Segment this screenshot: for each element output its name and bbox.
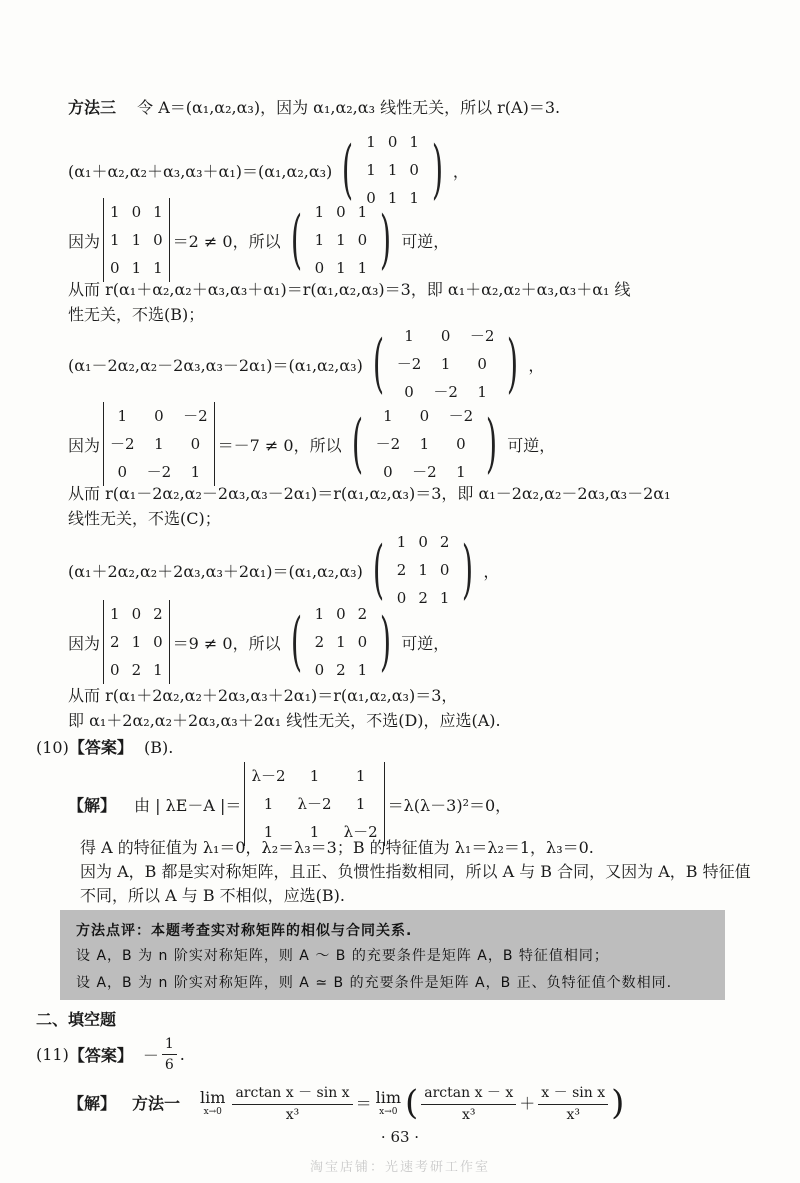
matrix-cell: 1 [190,463,201,481]
equation-2 [68,322,544,406]
matrix-cell: －2 [183,407,208,425]
matrix-cell: －2 [433,383,458,401]
matrix-cell: 1 [314,231,325,249]
matrix-cell: 0 [336,203,346,221]
matrix-cell: 0 [336,605,346,623]
method3-line [68,100,560,116]
q11-answer-fraction [162,1036,177,1073]
det-1-post: 可逆， [401,231,450,251]
limit-2 [376,1088,401,1117]
matrix-row [309,600,374,628]
matrix-row [360,128,425,156]
matrix-row [391,322,501,350]
fraction-1-denominator: x³ [285,1107,300,1123]
matrix-cell: 2 [418,589,428,607]
matrix-cell: 1 [110,231,120,249]
fraction-1-numerator: arctan x － sin x [232,1082,352,1105]
matrix-cell: 0 [357,231,368,249]
matrix-row [104,430,215,458]
page-number: · 63 · [380,1128,420,1146]
det-2-post: 可逆， [507,435,556,455]
note-line2: 设 A，B 为 n 阶实对称矩阵，则 A ～ B 的充要条件是矩阵 A，B 特征值相同； [76,948,609,964]
conclusion-3-line1: 从而 r(α₁＋2α₂,α₂＋2α₃,α₃＋2α₁)＝r(α₁,α₂,α₃)＝3， [68,686,458,705]
matrix-cell: 1 [366,133,376,151]
matrix-row [245,790,384,818]
matrix-cell: 0 [383,463,393,481]
matrix-cell: 1 [409,133,419,151]
matrix-cell: 1 [355,795,366,813]
matrix-row [309,254,374,282]
matrix-cell: 0 [409,161,419,179]
matrix-cell: 0 [153,633,163,651]
q10-solution [68,762,511,846]
det-1-pre: 因为 [68,231,101,251]
matrix-row [309,226,374,254]
matrix-cell: 1 [153,259,163,277]
matrix-cell: 1 [409,189,419,207]
equation-1-tail: ， [452,161,469,181]
matrix-row [104,198,170,226]
matrix-cell: 1 [154,435,164,453]
matrix-3: ( 1 0 2 2 1 0 0 2 1 ) [366,528,481,612]
matrix-cell: 1 [477,383,487,401]
det-3-matrix [103,600,170,684]
matrix-row [104,656,170,684]
q10-solution-label: 【解】 [68,795,117,815]
q11-answer-line [36,1036,185,1073]
matrix-cell: 2 [336,661,346,679]
matrix-cell: 2 [131,661,142,679]
q11-solution [68,1082,624,1123]
matrix-cell: 1 [440,355,451,373]
matrix-row [360,156,425,184]
matrix-2: ( 1 0 －2 －2 1 0 0 －2 1 ) [366,322,526,406]
det-3-pre: 因为 [68,633,101,653]
det-3-mid: ＝9 ≠ 0，所以 [172,633,281,653]
matrix-cell: －2 [110,435,135,453]
matrix-cell: 0 [387,133,398,151]
matrix-row [309,628,374,656]
matrix-cell: －2 [412,463,437,481]
q10-number: (10) [36,738,69,757]
conclusion-2-line2: 线性无关，不选(C)； [68,509,221,528]
matrix-cell: 1 [131,633,142,651]
matrix-cell: 0 [314,661,325,679]
fraction-3-numerator: x － sin x [538,1082,608,1105]
det-2-matrix [103,402,215,486]
matrix-cell: 0 [396,589,407,607]
right-paren: ) [611,1082,625,1123]
matrix-cell: 1 [153,203,163,221]
conclusion-1-line2: 性无关，不选(B)； [68,305,205,324]
matrix-cell: 2 [110,633,120,651]
matrix-cell: 0 [366,189,376,207]
matrix-cell: 0 [404,383,414,401]
matrix-cell: 1 [418,561,428,579]
matrix-row [391,350,501,378]
section-2-title: 二、填空题 [36,1010,117,1029]
matrix-cell: －2 [146,463,172,481]
det-1-inverse-matrix: ( 1 0 1 1 1 0 0 1 1 ) [284,198,399,282]
q11-answer-denominator: 6 [164,1057,174,1073]
matrix-cell: 1 [366,161,376,179]
matrix-cell: 1 [383,407,393,425]
fraction-3-denominator: x³ [566,1107,580,1123]
matrix-cell: 1 [387,189,398,207]
matrix-cell: 1 [336,633,346,651]
fraction-3 [538,1082,608,1123]
matrix-row [104,600,170,628]
equation-1-lhs: (α₁＋α₂,α₂＋α₃,α₃＋α₁)＝(α₁,α₂,α₃) [68,161,333,181]
matrix-cell: 0 [477,355,487,373]
matrix-cell: 1 [456,463,466,481]
note-line3: 设 A，B 为 n 阶实对称矩阵，则 A ≃ B 的充要条件是矩阵 A，B 正、负特征值个数相同. [76,975,673,991]
q10-answer-line [36,740,173,756]
matrix-cell: λ－2 [251,767,286,785]
equation-2-lhs: (α₁－2α₂,α₂－2α₃,α₃－2α₁)＝(α₁,α₂,α₃) [68,355,363,375]
matrix-row [104,226,170,254]
conclusion-2-line1: 从而 r(α₁－2α₂,α₂－2α₃,α₃－2α₁)＝r(α₁,α₂,α₃)＝3，即 α₁－2α₂,α₂－2α₃,α₃－2α₁ [68,484,671,503]
matrix-row [104,628,170,656]
matrix-cell: 2 [314,633,325,651]
det-3-post: 可逆， [401,633,450,653]
matrix-cell: 2 [153,605,163,623]
matrix-cell: 0 [131,605,142,623]
matrix-row [104,254,170,282]
q11-answer-tail: . [179,1045,185,1064]
q11-answer-sign: － [142,1046,159,1065]
matrix-row [391,556,456,584]
det-1-mid: ＝2 ≠ 0，所以 [172,231,281,251]
matrix-cell: 0 [153,231,163,249]
watermark: 淘宝店铺：光速考研工作室 [309,1160,490,1175]
matrix-cell: 0 [314,259,325,277]
matrix-row [245,762,384,790]
q10-solution-post: ＝λ(λ－3)²＝0， [387,795,512,815]
method3-label: 方法三 [68,98,117,117]
matrix-cell: －2 [396,355,422,373]
left-paren: ( [405,1082,419,1123]
matrix-cell: 0 [131,203,142,221]
fraction-1 [232,1082,352,1123]
matrix-cell: 1 [263,823,274,841]
matrix-cell: 1 [117,407,128,425]
conclusion-1-line1: 从而 r(α₁＋α₂,α₂＋α₃,α₃＋α₁)＝r(α₁,α₂,α₃)＝3，即 α₁＋α₂,α₂＋α₃,α₃＋α₁ 线 [68,280,631,299]
matrix-row [370,458,480,486]
limit-1 [200,1088,225,1117]
matrix-cell: 0 [419,407,430,425]
matrix-cell: 2 [396,561,407,579]
q11-number: (11) [36,1045,69,1064]
matrix-cell: 1 [110,605,120,623]
q10-line3: 因为 A，B 都是实对称矩阵，且正、负惯性指数相同，所以 A 与 B 合同，又因为 A，B 特征值 [80,862,751,881]
q10-solution-pre: 由 | λE－A |＝ [134,795,242,815]
matrix-cell: 1 [336,259,346,277]
matrix-cell: 1 [263,795,274,813]
matrix-cell: 1 [314,605,325,623]
equals-sign: ＝ [355,1094,372,1113]
matrix-cell: λ－2 [297,795,332,813]
matrix-cell: 1 [153,661,163,679]
matrix-cell: 1 [309,767,320,785]
matrix-cell: 0 [418,533,428,551]
matrix-cell: 1 [110,203,120,221]
matrix-cell: 1 [387,161,398,179]
matrix-cell: 2 [439,533,450,551]
matrix-cell: 0 [440,327,451,345]
q10-answer: (B). [143,738,174,757]
determinant-3 [68,600,449,684]
plus-sign: ＋ [519,1094,536,1113]
limit-2-text: lim [375,1088,401,1107]
q10-line2: 得 A 的特征值为 λ₁＝0，λ₂＝λ₃＝3；B 的特征值为 λ₁＝λ₂＝1，λ₃＝0. [80,838,594,857]
equation-3-lhs: (α₁＋2α₂,α₂＋2α₃,α₃＋2α₁)＝(α₁,α₂,α₃) [68,561,363,581]
det-3-inverse-matrix: ( 1 0 2 2 1 0 0 2 1 ) [284,600,399,684]
q10-answer-label: 【答案】 [68,738,133,757]
matrix-cell: 0 [357,633,368,651]
determinant-2 [68,402,555,486]
matrix-cell: 1 [336,231,346,249]
matrix-cell: 0 [110,259,120,277]
matrix-cell: 0 [439,561,450,579]
matrix-cell: －2 [469,327,495,345]
equation-2-tail: ， [528,355,545,375]
equation-3-tail: ， [483,561,500,581]
limit-1-sub: x→0 [203,1107,222,1117]
fraction-2 [421,1082,516,1123]
matrix-cell: 1 [355,767,366,785]
matrix-cell: 0 [456,435,466,453]
matrix-cell: 1 [357,203,368,221]
det-1-matrix [103,198,170,282]
matrix-cell: 1 [419,435,430,453]
conclusion-3-line2: 即 α₁＋2α₂,α₂＋2α₃,α₃＋2α₁ 线性无关，不选(D)，应选(A). [68,711,501,730]
note-line1: 方法点评：本题考查实对称矩阵的相似与合同关系. [76,923,413,939]
matrix-row [309,198,374,226]
matrix-cell: 1 [357,661,368,679]
matrix-row [104,458,215,486]
matrix-cell: 1 [309,823,320,841]
q11-solution-label: 【解】 [68,1094,117,1113]
limit-1-text: lim [200,1088,226,1107]
matrix-row [391,528,456,556]
q11-method-label: 方法一 [132,1094,181,1113]
det-2-pre: 因为 [68,435,101,455]
matrix-cell: －2 [448,407,474,425]
matrix-cell: －2 [375,435,401,453]
determinant-1 [68,198,449,282]
matrix-cell: 1 [439,589,450,607]
matrix-row [370,402,480,430]
matrix-row [370,430,480,458]
q10-line4: 不同，所以 A 与 B 不相似，应选(B). [80,886,345,905]
matrix-cell: λ－2 [343,823,378,841]
matrix-cell: 1 [404,327,414,345]
q11-answer-numerator: 1 [162,1036,177,1055]
matrix-cell: 0 [117,463,128,481]
method3-text: 令 A＝(α₁,α₂,α₃)，因为 α₁,α₂,α₃ 线性无关，所以 r(A)＝3. [137,98,561,117]
matrix-cell: 1 [131,259,142,277]
matrix-cell: 1 [396,533,407,551]
matrix-cell: 0 [110,661,120,679]
matrix-cell: 2 [357,605,368,623]
matrix-cell: 1 [314,203,325,221]
det-2-mid: ＝－7 ≠ 0，所以 [217,435,342,455]
matrix-cell: 1 [131,231,142,249]
matrix-cell: 0 [154,407,164,425]
limit-2-sub: x→0 [379,1107,398,1117]
matrix-row [309,656,374,684]
fraction-2-numerator: arctan x － x [421,1082,516,1105]
q10-determinant [244,762,384,846]
q11-answer-label: 【答案】 [68,1046,133,1065]
det-2-inverse-matrix: ( 1 0 －2 －2 1 0 0 －2 1 ) [345,402,505,486]
matrix-1: ( 1 0 1 1 1 0 0 1 1 ) [335,128,450,212]
matrix-row [104,402,215,430]
matrix-cell: 1 [357,259,368,277]
matrix-cell: 0 [190,435,201,453]
fraction-2-denominator: x³ [462,1107,476,1123]
